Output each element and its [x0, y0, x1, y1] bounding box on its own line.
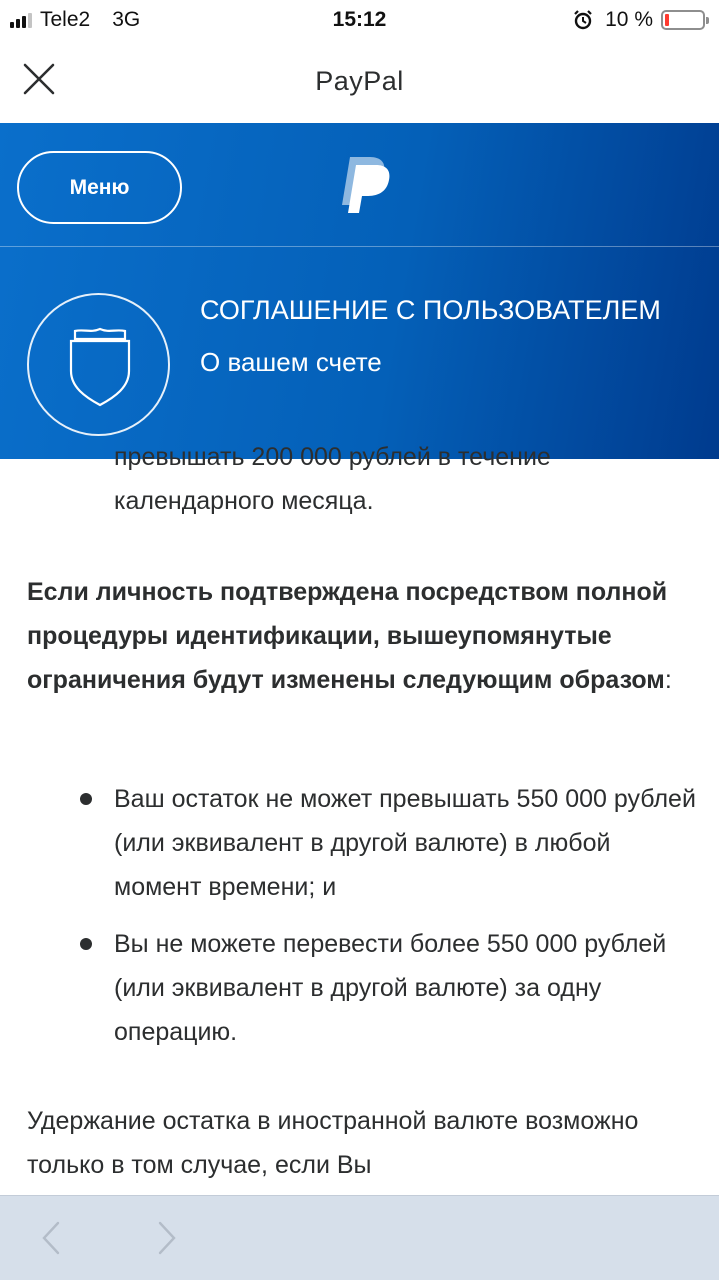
list-item	[0, 922, 700, 1054]
header-top-bar	[0, 123, 719, 247]
menu-button[interactable]: Меню	[17, 151, 182, 224]
agreement-content[interactable]	[0, 443, 719, 1195]
agreement-subtitle: О вашем счете	[200, 347, 382, 377]
continued-text-line: календарного месяца.	[114, 487, 374, 515]
identification-paragraph	[27, 570, 697, 702]
chevron-right-icon[interactable]	[150, 1220, 182, 1256]
limits-list	[0, 777, 719, 1067]
nav-bar	[0, 40, 719, 123]
shield-icon	[67, 327, 133, 407]
partial-text-line: превышать 200 000 рублей в течение	[114, 443, 551, 471]
shield-badge	[27, 293, 170, 436]
status-right	[573, 8, 705, 32]
battery-icon	[661, 10, 705, 30]
bullet-icon	[80, 938, 92, 950]
list-item	[0, 777, 700, 909]
paypal-header	[0, 123, 719, 459]
nav-title: PayPal	[315, 66, 404, 96]
identification-paragraph-text: Если личность подтверждена посредством полной процедуры идентификации, вышеупомянутые ограничения будут изменены следующим образом	[27, 578, 668, 694]
battery-fill	[665, 14, 669, 26]
battery-percent: 10 %	[605, 8, 653, 31]
alarm-icon	[573, 10, 593, 30]
bullet-icon	[80, 793, 92, 805]
paypal-logo-icon[interactable]	[334, 153, 394, 217]
list-item-text: Ваш остаток не может превышать 550 000 рублей (или эквивалент в другой валюте) в любой момент времени; и	[114, 785, 696, 901]
agreement-title: СОГЛАШЕНИЕ С ПОЛЬЗОВАТЕЛЕМ	[200, 295, 661, 325]
status-time: 15:12	[332, 8, 387, 31]
browser-toolbar	[0, 1195, 719, 1280]
status-bar	[0, 0, 719, 40]
carrier-name: Tele2	[40, 8, 91, 31]
currency-paragraph: Удержание остатка в иностранной валюте возможно только в том случае, если Вы	[27, 1107, 639, 1179]
paragraph-colon: :	[664, 666, 672, 694]
chevron-left-icon[interactable]	[36, 1220, 68, 1256]
network-type: 3G	[112, 8, 141, 31]
list-item-text: Вы не можете перевести более 550 000 рублей (или эквивалент в другой валюте) за одну операцию.	[114, 930, 667, 1046]
